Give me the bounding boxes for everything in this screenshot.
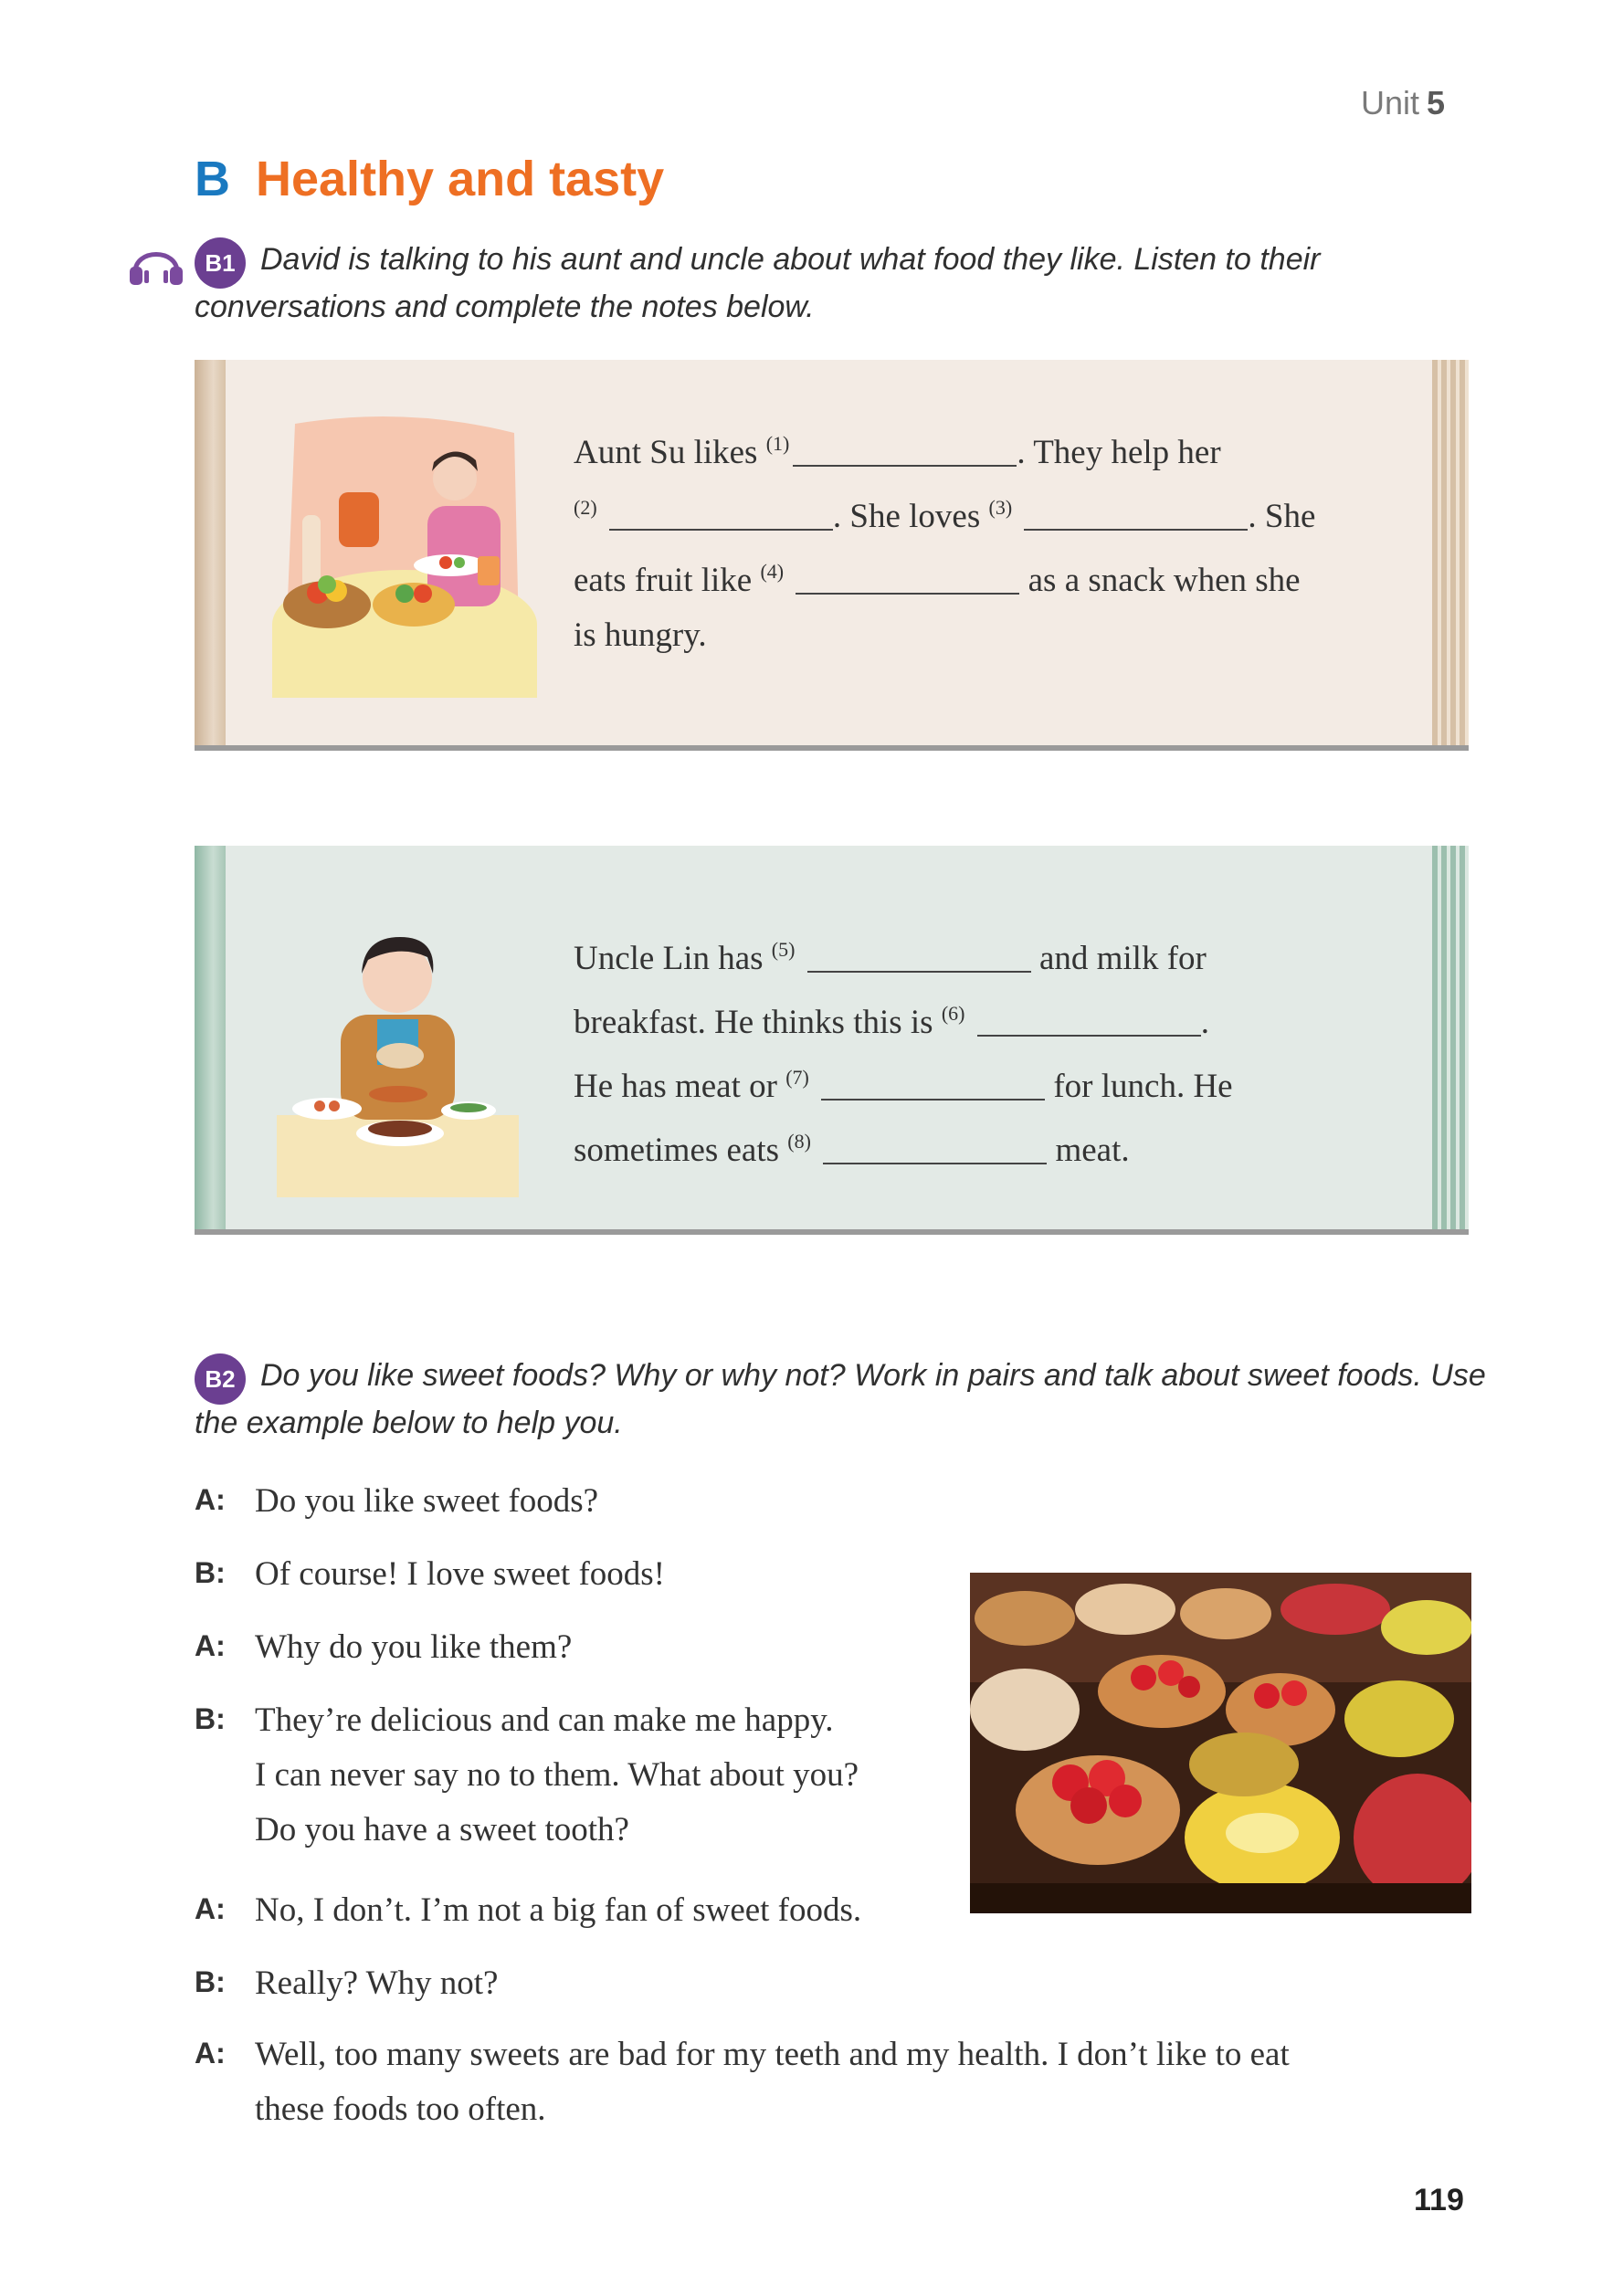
uncle-note-line-1: [574, 922, 1432, 986]
uncle-note-line-4: [574, 1114, 1432, 1178]
section-letter: B: [195, 152, 230, 206]
page-number: 119: [1414, 2183, 1464, 2217]
aunt-note-line-1: [574, 416, 1432, 480]
aunt-note-line-2: [574, 480, 1432, 544]
note-text-fragment: and milk for: [1038, 940, 1207, 977]
aunt-note-text: [574, 416, 1432, 663]
sweet-foods-photo: [970, 1573, 1471, 1913]
note-text-fragment: . She loves: [832, 498, 981, 535]
note-text-fragment: He has meat or: [574, 1068, 777, 1105]
unit-word: Unit: [1361, 84, 1420, 121]
uncle-note-text: [574, 922, 1432, 1178]
note-text-fragment: sometimes eats: [574, 1132, 780, 1169]
uncle-lin-illustration: [263, 910, 528, 1202]
note-text-fragment: is hungry.: [574, 616, 707, 654]
dialogue-text: these foods too often.: [255, 2091, 546, 2128]
dialogue-text: Really? Why not?: [255, 1964, 499, 2002]
blank-7[interactable]: [821, 1068, 1045, 1101]
dialogue-text: Why do you like them?: [255, 1628, 573, 1666]
b2-instruction: Do you like sweet foods? Why or why not? Work in pairs and talk about sweet foods. Use the example below to help you.: [195, 1358, 1486, 1440]
blank-1[interactable]: [793, 434, 1017, 467]
note-text-fragment: for lunch. He: [1053, 1068, 1233, 1105]
speaker-label: A:: [195, 1629, 226, 1662]
dialogue-text: They’re delicious and can make me happy.: [255, 1701, 834, 1739]
speaker-label: B:: [195, 1965, 226, 1998]
blank-number-1: (1): [765, 432, 790, 455]
note-text-fragment: . They help her: [1017, 434, 1221, 471]
uncle-note-box: [195, 846, 1469, 1229]
blank-6[interactable]: [977, 1004, 1201, 1037]
blank-2[interactable]: [609, 498, 833, 531]
b1-instruction: David is talking to his aunt and uncle about what food they like. Listen to their conversations and complete the notes below.: [195, 242, 1321, 324]
note-text-fragment: . She: [1248, 498, 1316, 535]
note-text-fragment: meat.: [1055, 1132, 1130, 1169]
aunt-note-box: [195, 360, 1469, 745]
speaker-label: A:: [195, 1892, 226, 1925]
blank-5[interactable]: [807, 940, 1031, 973]
b2-badge: B2: [195, 1353, 246, 1405]
speaker-label: A:: [195, 2037, 226, 2070]
blank-number-7: (7): [785, 1066, 809, 1089]
note-text-fragment: .: [1200, 1004, 1209, 1041]
dialogue-text: No, I don’t. I’m not a big fan of sweet foods.: [255, 1891, 862, 1929]
aunt-su-illustration: [268, 405, 542, 707]
note-text-fragment: eats fruit like: [574, 562, 753, 599]
blank-3[interactable]: [1024, 498, 1248, 531]
unit-label: [1361, 84, 1445, 122]
note-text-fragment: Aunt Su likes: [574, 434, 758, 471]
blank-number-8: (8): [787, 1130, 811, 1153]
dialogue-text: Well, too many sweets are bad for my teeth and my health. I don’t like to eat: [255, 2036, 1290, 2073]
speaker-label: A:: [195, 1483, 226, 1516]
speaker-label: B:: [195, 1556, 226, 1589]
speaker-label: B:: [195, 1702, 226, 1735]
dialogue-text: Of course! I love sweet foods!: [255, 1555, 665, 1593]
aunt-note-line-3: [574, 544, 1432, 608]
dialogue-text: Do you like sweet foods?: [255, 1482, 599, 1520]
blank-number-4: (4): [760, 560, 785, 583]
dialogue-text: Do you have a sweet tooth?: [255, 1811, 629, 1848]
unit-number: 5: [1427, 84, 1446, 121]
blank-number-6: (6): [941, 1002, 965, 1025]
uncle-note-line-2: [574, 986, 1432, 1050]
section-title: [195, 151, 664, 207]
b1-badge: B1: [195, 237, 246, 289]
blank-number-3: (3): [988, 496, 1013, 519]
aunt-note-line-4: [574, 608, 1432, 663]
blank-number-2: (2): [574, 496, 597, 519]
headphones-icon: [128, 236, 184, 287]
note-text-fragment: Uncle Lin has: [574, 940, 764, 977]
note-text-fragment: breakfast. He thinks this is: [574, 1004, 933, 1041]
blank-4[interactable]: [796, 562, 1019, 595]
section-name: Healthy and tasty: [256, 152, 665, 206]
uncle-note-line-3: [574, 1050, 1432, 1114]
dialogue-text: I can never say no to them. What about you?: [255, 1756, 859, 1794]
blank-8[interactable]: [823, 1132, 1047, 1164]
note-text-fragment: as a snack when she: [1028, 562, 1301, 599]
blank-number-5: (5): [771, 938, 796, 961]
